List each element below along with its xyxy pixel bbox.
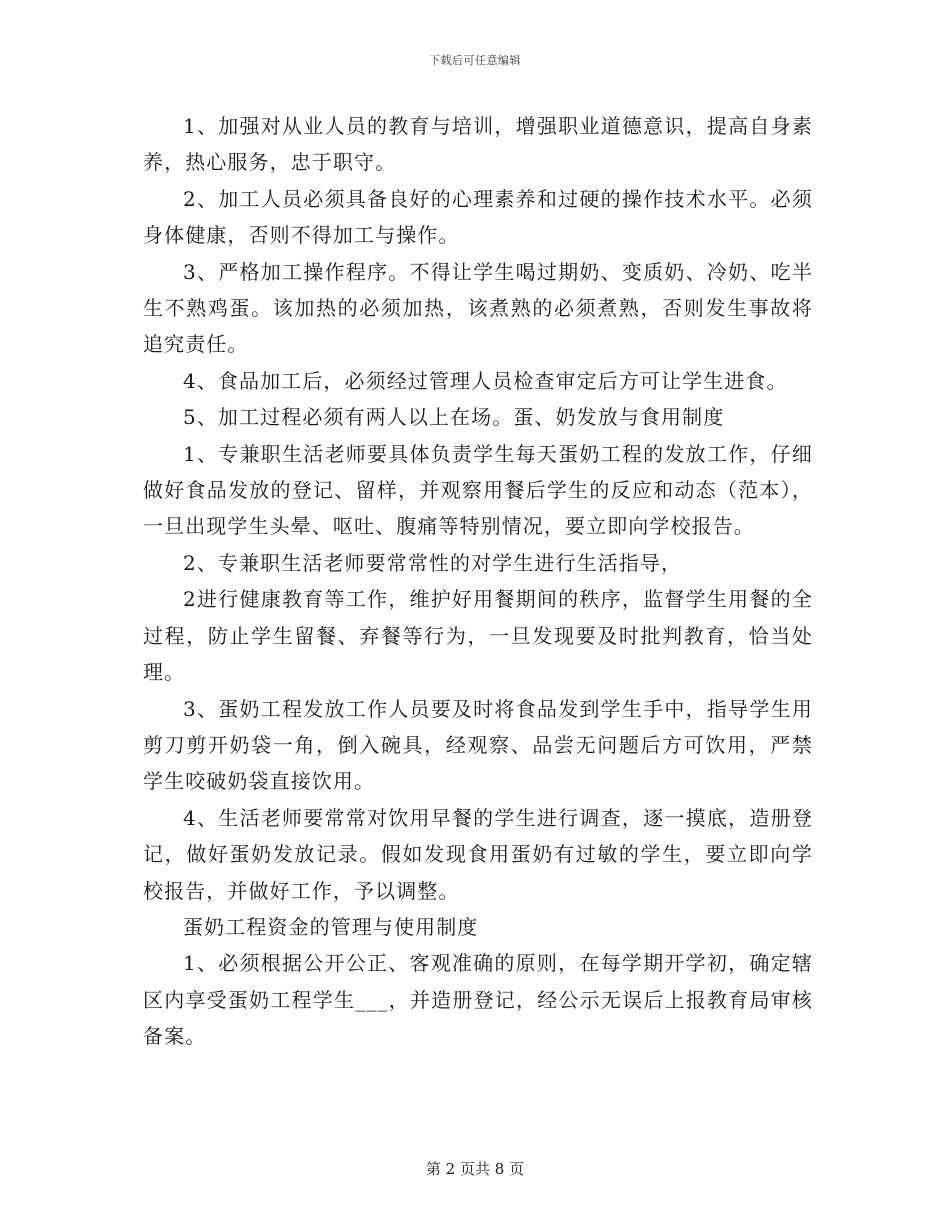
paragraph: 2进行健康教育等工作，维护好用餐期间的秩序，监督学生用餐的全过程，防止学生留餐、弃餐等行为，一旦发现要及时批判教育，恰当处理。 [143, 587, 813, 685]
page-footer [0, 1158, 950, 1179]
paragraph: 5、加工过程必须有两人以上在场。蛋、奶发放与食用制度 [183, 405, 725, 430]
paragraph: 1、加强对从业人员的教育与培训，增强职业道德意识，提高自身素养，热心服务，忠于职守。 [143, 114, 813, 175]
section-heading: 蛋奶工程资金的管理与使用制度 [183, 914, 479, 939]
paragraph: 1、专兼职生活老师要具体负责学生每天蛋奶工程的发放工作，仔细做好食品发放的登记、留样，并观察用餐后学生的反应和动态（范本），一旦出现学生头晕、呕吐、腹痛等特别情况，要立即向学校报告。 [143, 441, 813, 539]
paragraph: 4、食品加工后，必须经过管理人员检查审定后方可让学生进食。 [183, 368, 788, 393]
paragraph: 3、蛋奶工程发放工作人员要及时将食品发到学生手中，指导学生用剪刀剪开奶袋一角，倒入碗具，经观察、品尝无问题后方可饮用，严禁学生咬破奶袋直接饮用。 [143, 696, 813, 794]
page-number: 第 2 页共 8 页 [425, 1160, 525, 1178]
paragraph: 1、必须根据公开公正、客观准确的原则，在每学期开学初，确定辖区内享受蛋奶工程学生___，并造册登记，经公示无误后上报教育局审核备案。 [143, 951, 813, 1049]
page-header: 下载后可任意编辑 [429, 54, 521, 67]
document-body [143, 108, 813, 1055]
paragraph: 4、生活老师要常常对饮用早餐的学生进行调查，逐一摸底，造册登记，做好蛋奶发放记录。假如发现食用蛋奶有过敏的学生，要立即向学校报告，并做好工作，予以调整。 [143, 805, 813, 903]
paragraph: 2、加工人员必须具备良好的心理素养和过硬的操作技术水平。必须身体健康，否则不得加工与操作。 [143, 186, 813, 248]
paragraph: 2、专兼职生活老师要常常性的对学生进行生活指导， [183, 550, 683, 575]
paragraph: 3、严格加工操作程序。不得让学生喝过期奶、变质奶、冷奶、吃半生不熟鸡蛋。该加热的必须加热，该煮熟的必须煮熟，否则发生事故将追究责任。 [143, 259, 813, 357]
